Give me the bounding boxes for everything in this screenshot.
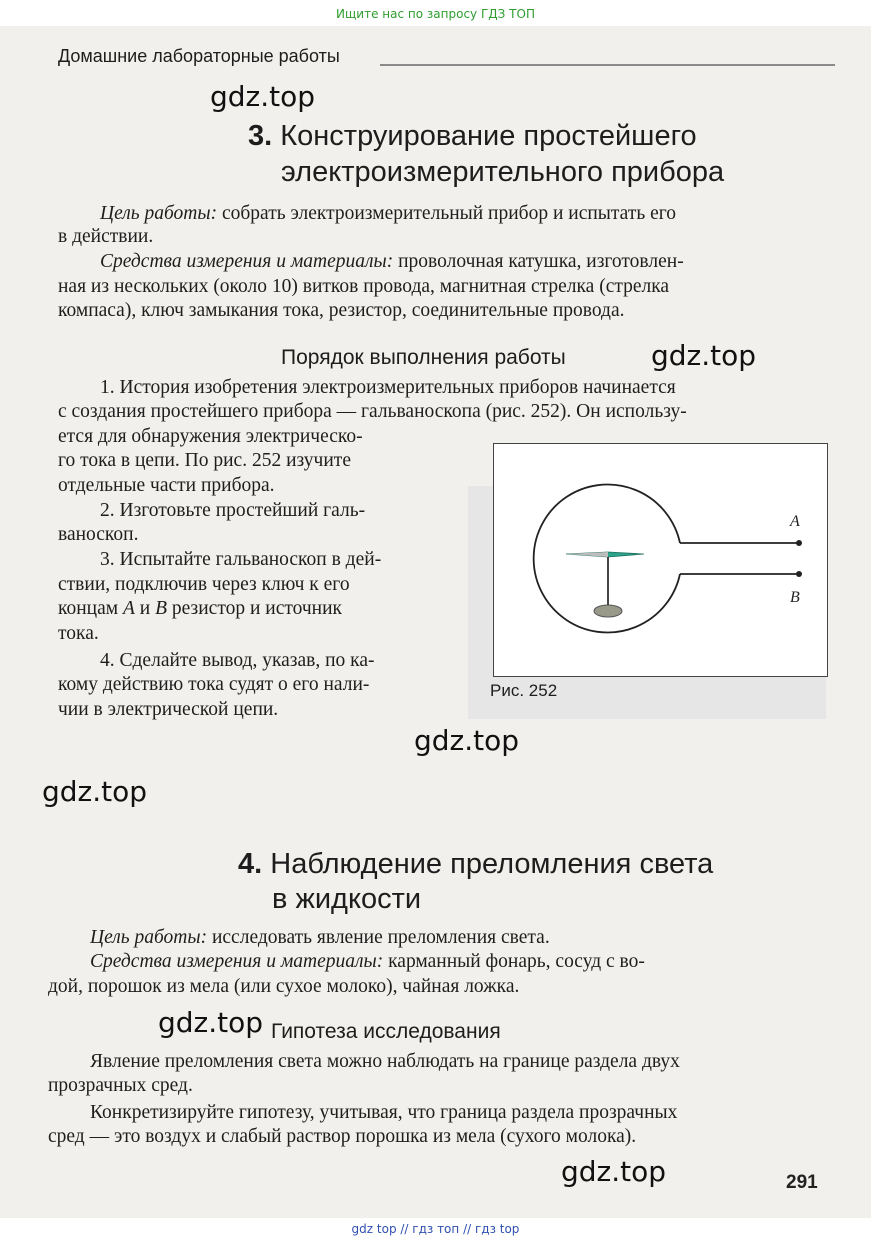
galvanoscope-figure xyxy=(493,443,828,677)
figure-caption: Рис. 252 xyxy=(490,681,558,700)
paragraph-line: ется для обнаружения электрическо- xyxy=(58,426,363,447)
section-4-goal xyxy=(90,927,550,949)
paragraph-line: кому действию тока судят о его нали- xyxy=(58,674,370,695)
paragraph-line: в действии. xyxy=(58,226,154,247)
goal-label: Цель работы: xyxy=(90,927,208,948)
step-2: 2. Изготовьте простейший галь- xyxy=(100,500,366,521)
section-3-title-line1: Конструирование простейшего xyxy=(280,120,697,152)
section-4-title-line1: Наблюдение преломления света xyxy=(270,848,714,880)
watermark: gdz.top xyxy=(561,1155,667,1188)
hypothesis-heading: Гипотеза исследования xyxy=(271,1020,501,1043)
watermark: gdz.top xyxy=(158,1006,264,1039)
goal-label: Цель работы: xyxy=(100,203,218,224)
paragraph-line: отдельные части прибора. xyxy=(58,475,275,496)
paragraph-line: Явление преломления света можно наблюдать на границе раздела двух xyxy=(90,1051,680,1072)
section-3-title xyxy=(248,120,697,153)
goal-text: исследовать явление преломления света. xyxy=(207,927,550,948)
watermark: gdz.top xyxy=(414,724,520,757)
step-3: 3. Испытайте гальваноскоп в дей- xyxy=(100,549,382,570)
materials-label: Средства измерения и материалы: xyxy=(100,251,394,272)
galvanoscope-diagram xyxy=(494,444,827,676)
stand-base xyxy=(594,605,622,617)
terminal-b-ref: B xyxy=(155,598,168,619)
watermark: gdz.top xyxy=(210,80,316,113)
paragraph-line: прозрачных сред. xyxy=(48,1075,193,1096)
section-4-title-line2: в жидкости xyxy=(272,883,422,915)
paragraph-line: с создания простейшего прибора — гальваноскопа (рис. 252). Он использу- xyxy=(58,401,687,422)
paragraph-line xyxy=(58,598,342,620)
page-number: 291 xyxy=(786,1172,818,1193)
paragraph-line: тока. xyxy=(58,623,99,644)
section-3-number: 3. xyxy=(248,120,273,152)
paragraph-line: ваноскоп. xyxy=(58,524,139,545)
materials-text: проволочная катушка, изготовлен- xyxy=(393,251,684,272)
watermark: gdz.top xyxy=(651,339,757,372)
text-run: резистор и источник xyxy=(167,598,343,619)
section-4-materials xyxy=(90,951,645,973)
goal-text: собрать электроизмерительный прибор и испытать его xyxy=(217,203,677,224)
paragraph-line: сред — это воздух и слабый раствор порошка из мела (сухого молока). xyxy=(48,1126,637,1147)
procedure-heading: Порядок выполнения работы xyxy=(281,346,566,369)
text-run: концам xyxy=(58,598,123,619)
terminal-b-label: B xyxy=(790,589,800,606)
materials-text: карманный фонарь, сосуд с во- xyxy=(383,951,645,972)
bottom-links-banner[interactable]: gdz top // гдз топ // гдз top xyxy=(0,1218,871,1245)
section-3-title-line2: электроизмерительного прибора xyxy=(281,156,725,188)
paragraph-line: чии в электрической цепи. xyxy=(58,699,279,720)
top-search-banner[interactable]: Ищите нас по запросу ГДЗ ТОП xyxy=(0,0,871,26)
terminal-a xyxy=(796,540,802,546)
terminal-b xyxy=(796,571,802,577)
section-3-materials xyxy=(100,251,684,273)
paragraph-line: дой, порошок из мела (или сухое молоко), чайная ложка. xyxy=(48,976,520,997)
section-4-number: 4. xyxy=(238,848,263,880)
paragraph-line: компаса), ключ замыкания тока, резистор, соединительные провода. xyxy=(58,300,625,321)
paragraph-line: ствии, подключив через ключ к его xyxy=(58,574,350,595)
step-4: 4. Сделайте вывод, указав, по ка- xyxy=(100,650,375,671)
running-header: Домашние лабораторные работы xyxy=(58,46,340,66)
header-divider xyxy=(380,64,835,66)
text-run: и xyxy=(134,598,156,619)
terminal-a-ref: A xyxy=(122,598,135,619)
paragraph-line: Конкретизируйте гипотезу, учитывая, что граница раздела прозрачных xyxy=(90,1102,678,1123)
section-3-goal xyxy=(100,203,676,225)
watermark: gdz.top xyxy=(42,775,148,808)
paragraph-line: го тока в цепи. По рис. 252 изучите xyxy=(58,450,351,471)
materials-label: Средства измерения и материалы: xyxy=(90,951,384,972)
section-4-title xyxy=(238,848,713,881)
paragraph-line: ная из нескольких (около 10) витков провода, магнитная стрелка (стрелка xyxy=(58,276,670,297)
step-1: 1. История изобретения электроизмерительных приборов начинается xyxy=(100,377,676,398)
terminal-a-label: A xyxy=(790,513,800,530)
